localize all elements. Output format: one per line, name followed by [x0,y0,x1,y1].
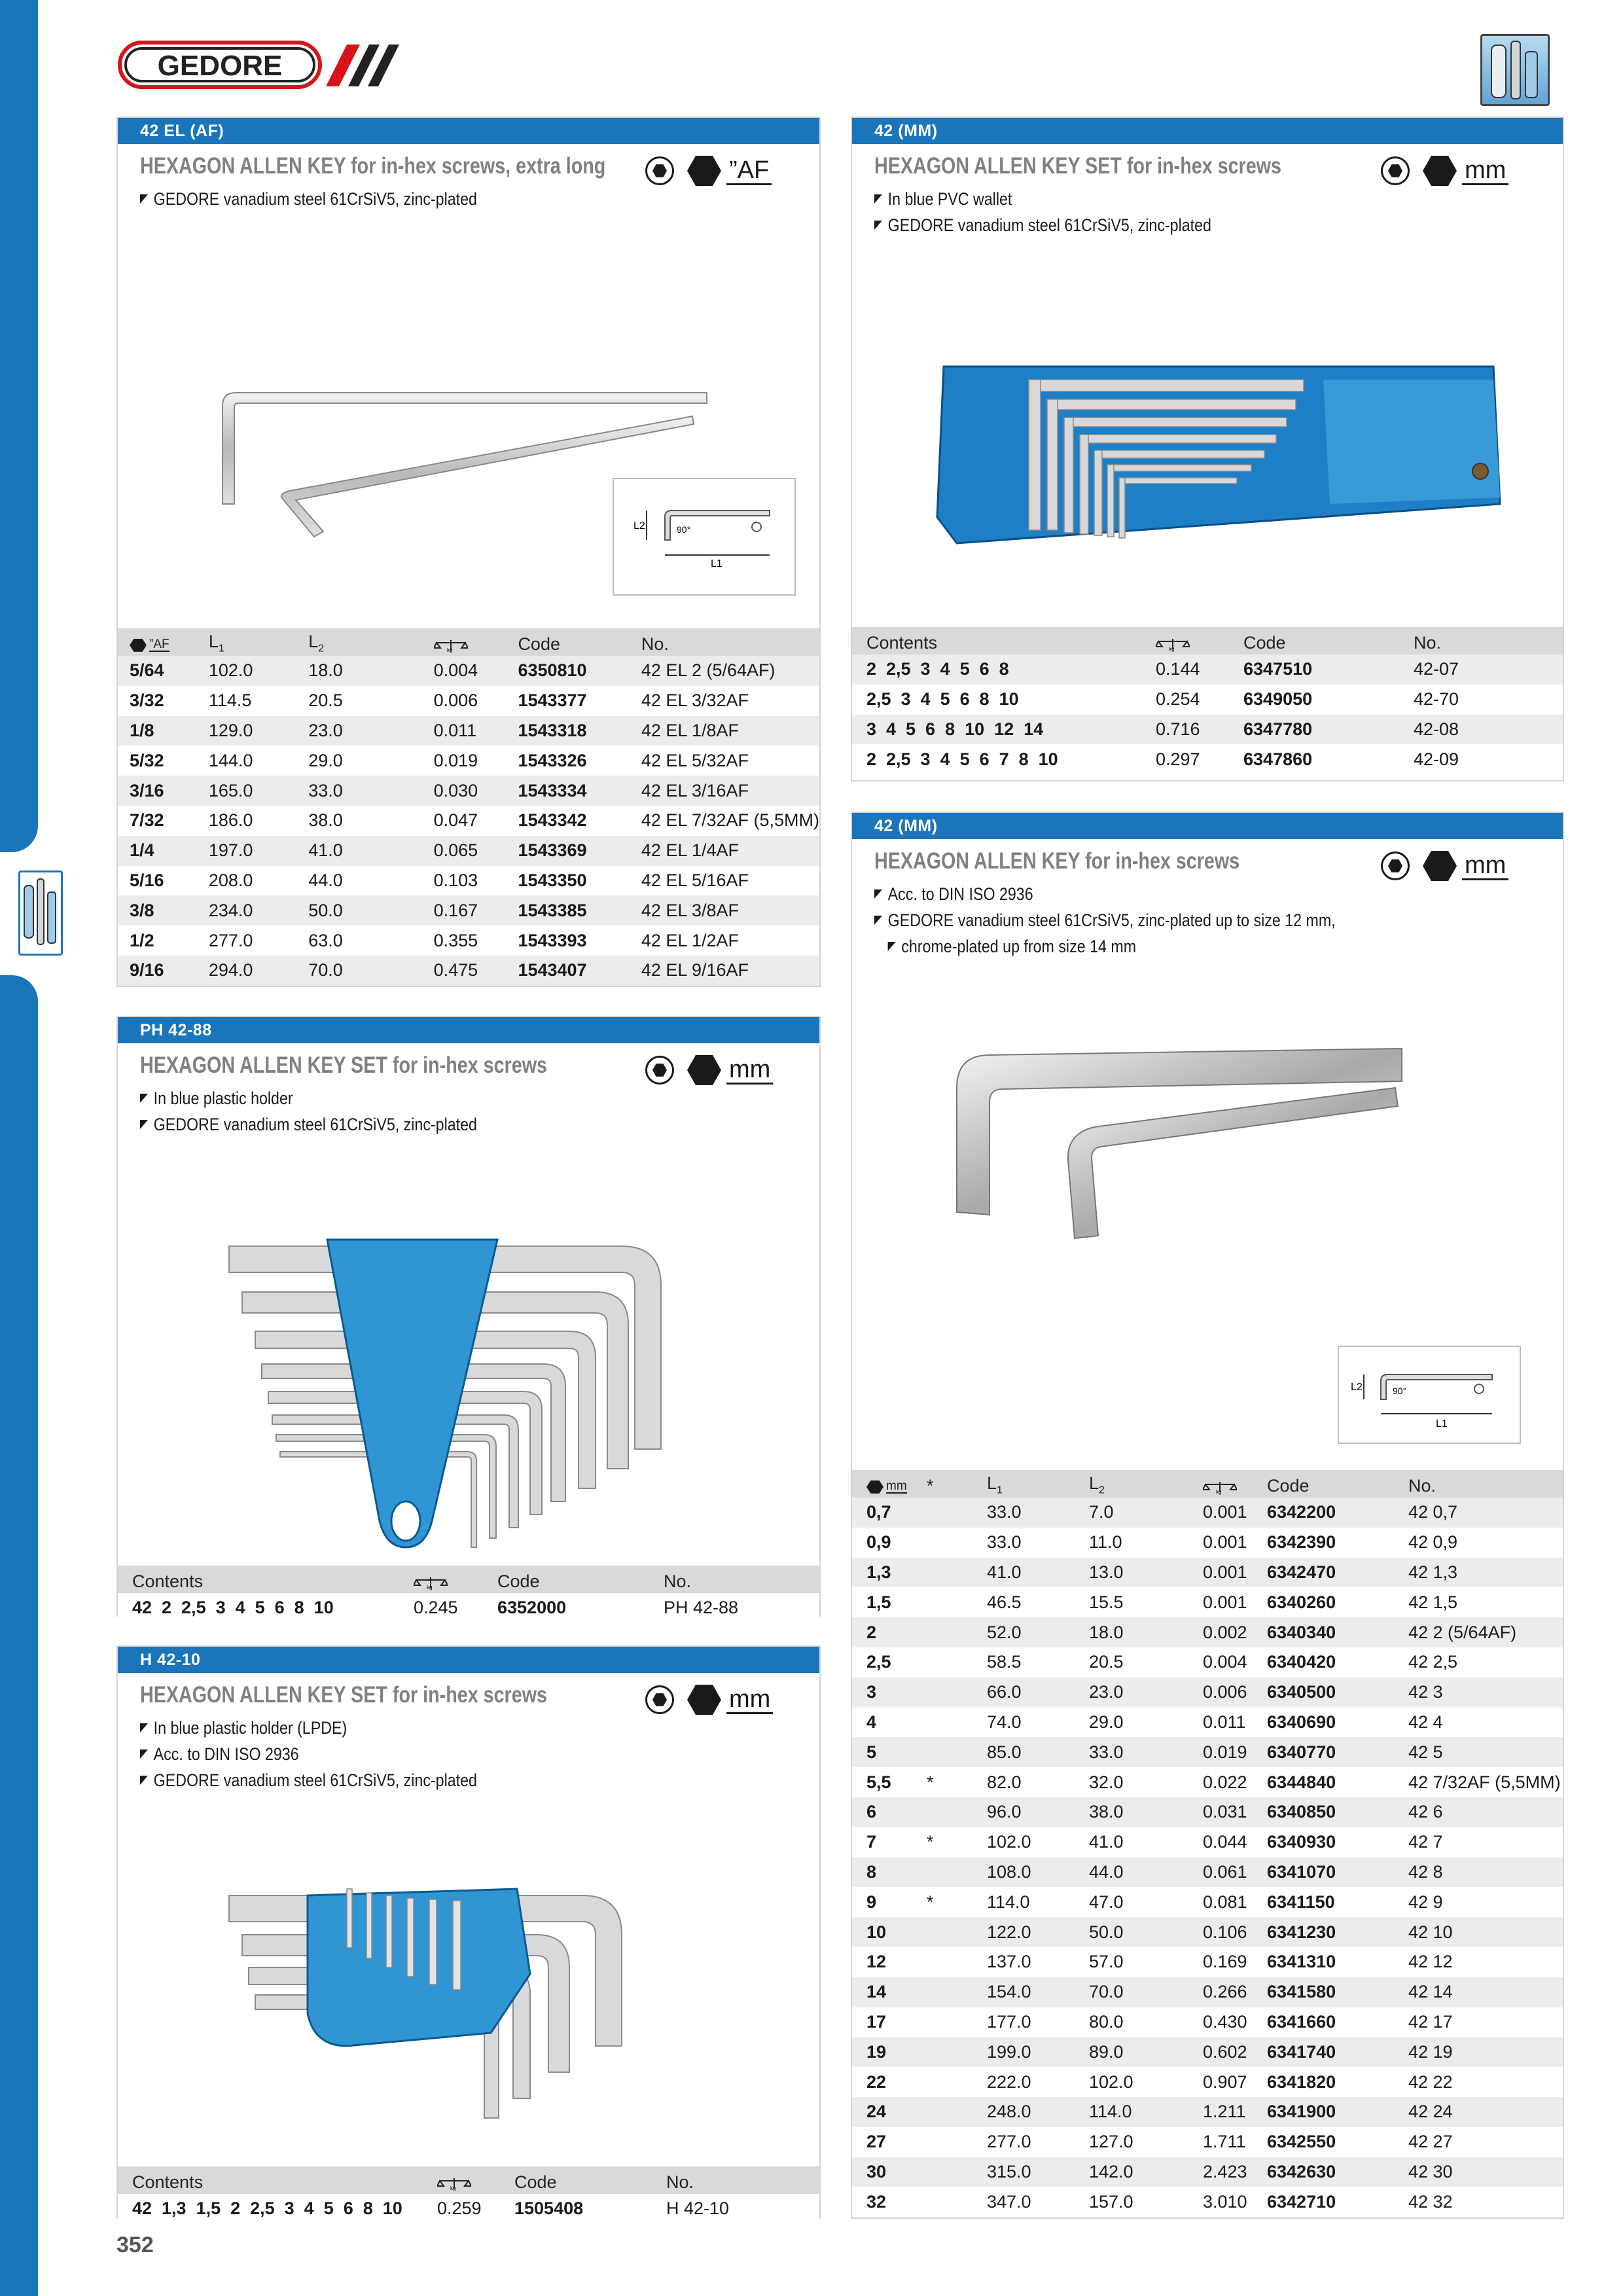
feature-item: In blue plastic holder (LPDE) [140,1715,477,1741]
tool-category-icon[interactable] [18,870,63,956]
unit-symbol: ”AF [687,156,772,186]
col-no: No. [641,628,819,656]
svg-text:kg: kg [1216,1488,1222,1495]
symbol-group [645,156,772,186]
symbol-group [645,1685,773,1715]
feature-item: GEDORE vanadium steel 61CrSiV5, zinc-plated up to size 12 mm, [874,907,1336,933]
table-row[interactable]: 3/32 114.5 20.5 0.006 1543377 42 EL 3/32AF [118,686,819,716]
table-header [118,2166,819,2194]
section-42-set [851,117,1564,781]
feature-list [874,881,1410,960]
feature-item: Acc. to DIN ISO 2936 [140,1741,477,1767]
hex-icon [687,156,721,186]
svg-text:kg: kg [450,2185,456,2191]
symbol-group [1381,851,1508,881]
section-tag: 42 (MM) [852,118,1563,144]
col-contents: Contents [118,2166,437,2194]
weight-scale-icon [414,1575,448,1590]
feature-list [874,186,1266,238]
table-row[interactable]: 9/16 294.0 70.0 0.475 1543407 42 EL 9/16AF [118,956,819,986]
hex-icon [1423,851,1457,881]
unit-symbol: mm [1423,851,1508,881]
section-42-mm [851,812,1564,2219]
table-row[interactable]: 5/64 102.0 18.0 0.004 6350810 42 EL 2 (5/64AF) [118,656,819,686]
svg-text:90°: 90° [677,524,691,535]
svg-text:kg: kg [446,647,453,653]
col-contents: Contents [852,627,1156,655]
section-tag: PH 42-88 [118,1017,819,1043]
table-row[interactable]: 2 52.0 18.0 0.002 6340340 42 2 (5/64AF) [852,1617,1563,1647]
hex-socket-icon [1381,852,1410,880]
table-header [852,1470,1563,1498]
hex-socket-icon [1381,156,1410,185]
col-weight [437,2166,514,2194]
unit-symbol: mm [1423,156,1508,186]
col-code: Code [1267,1470,1408,1498]
weight-scale-icon [1203,1479,1237,1495]
table-row[interactable]: 1,3 41.0 13.0 0.001 6342470 42 1,3 [852,1558,1563,1588]
col-code: Code [514,2166,666,2194]
table-row[interactable]: 1,5 46.5 15.5 0.001 6340260 42 1,5 [852,1587,1563,1617]
product-title: HEXAGON ALLEN KEY SET for in-hex screws [140,1052,547,1078]
feature-item: Acc. to DIN ISO 2936 [874,881,1336,907]
table-row[interactable]: 0,7 33.0 7.0 0.001 6342200 42 0,7 [852,1498,1563,1528]
table-row[interactable]: 42 1,3 1,5 2 2,5 3 4 5 6 8 10 0.259 1505408 H 42-10 [118,2194,819,2224]
table-header [118,628,819,656]
feature-item: GEDORE vanadium steel 61CrSiV5, zinc-plated [874,212,1211,238]
feature-list [140,1085,532,1138]
table-row[interactable]: 7 * 102.0 41.0 0.044 6340930 42 7 [852,1827,1563,1857]
col-weight [434,628,518,656]
table-row[interactable]: 24 248.0 114.0 1.211 6341900 42 24 [852,2097,1563,2127]
symbol-group [645,1055,773,1085]
col-weight [1203,1470,1267,1498]
feature-item: GEDORE vanadium steel 61CrSiV5, zinc-plated [140,186,477,212]
col-no: No. [664,1566,819,1593]
product-title: HEXAGON ALLEN KEY SET for in-hex screws [874,153,1281,179]
section-tag: H 42-10 [118,1647,819,1673]
svg-text:L1: L1 [711,558,722,569]
svg-text:L2: L2 [1351,1382,1363,1393]
product-table [118,2166,819,2224]
section-tag: 42 EL (AF) [118,118,819,144]
table-row[interactable]: 9 * 114.0 47.0 0.081 6341150 42 9 [852,1887,1563,1917]
table-row[interactable]: 1/4 197.0 41.0 0.065 1543369 42 EL 1/4AF [118,836,819,866]
col-size: ”AF [118,628,209,656]
svg-text:L2: L2 [633,520,645,531]
table-row[interactable]: 3 4 5 6 8 10 12 14 0.716 6347780 42-08 [852,715,1563,745]
feature-list [140,1715,532,1793]
col-weight [1156,627,1243,655]
side-tab-upper [0,0,38,852]
col-l1: $L_1$ [987,1470,1089,1498]
col-code: Code [518,628,641,656]
col-no: No. [1414,627,1563,655]
section-ph-42-88 [116,1016,821,1617]
col-size: mm [852,1470,927,1498]
col-code: Code [497,1566,664,1593]
table-row[interactable]: 7/32 186.0 38.0 0.047 1543342 42 EL 7/32AF (5,5MM) [118,806,819,836]
feature-item: In blue plastic holder [140,1085,477,1111]
svg-text:L1: L1 [1436,1418,1448,1429]
table-row[interactable]: 8 108.0 44.0 0.061 6341070 42 8 [852,1857,1563,1888]
table-row[interactable]: 30 315.0 142.0 2.423 6342630 42 30 [852,2157,1563,2187]
product-table [118,1566,819,1623]
col-star: * [927,1470,987,1498]
feature-item: In blue PVC wallet [874,186,1211,212]
col-no: No. [666,2166,819,2194]
table-row[interactable]: 5/32 144.0 29.0 0.019 1543326 42 EL 5/32AF [118,745,819,776]
table-row[interactable]: 5/16 208.0 44.0 0.103 1543350 42 EL 5/16AF [118,866,819,896]
unit-symbol: mm [687,1685,773,1715]
table-row[interactable]: 3 66.0 23.0 0.006 6340500 42 3 [852,1677,1563,1708]
product-table [852,1470,1563,2217]
hex-socket-icon [645,1056,674,1085]
section-42-el [116,117,821,987]
product-image-plastic-holder [216,1233,713,1577]
table-row[interactable]: 32 347.0 157.0 3.010 6342710 42 32 [852,2187,1563,2217]
hex-icon [1423,156,1457,186]
symbol-group [1381,156,1508,186]
feature-item: GEDORE vanadium steel 61CrSiV5, zinc-plated [140,1111,477,1138]
weight-scale-icon [434,637,468,653]
svg-text:GEDORE: GEDORE [157,50,283,82]
table-header [852,627,1563,655]
feature-list [140,186,532,212]
table-row[interactable]: 10 122.0 50.0 0.106 6341230 42 10 [852,1917,1563,1947]
table-row[interactable]: 5,5 * 82.0 32.0 0.022 6344840 42 7/32AF (5,5MM) [852,1767,1563,1797]
table-row[interactable]: 2 2,5 3 4 5 6 7 8 10 0.297 6347860 42-09 [852,744,1563,774]
product-title: HEXAGON ALLEN KEY for in-hex screws, extra long [140,153,606,179]
table-row[interactable]: 14 154.0 70.0 0.266 6341580 42 14 [852,1977,1563,2007]
svg-text:kg: kg [427,1584,433,1590]
table-row[interactable]: 12 137.0 57.0 0.169 6341310 42 12 [852,1947,1563,1977]
col-no: No. [1408,1470,1563,1498]
col-l2: $L_2$ [308,628,433,656]
tool-category-icon-top[interactable] [1480,34,1550,106]
feature-item-continued: chrome-plated up from size 14 mm [874,933,1336,960]
col-code: Code [1243,627,1414,655]
table-row[interactable]: 17 177.0 80.0 0.430 6341660 42 17 [852,2007,1563,2037]
weight-scale-icon [1156,636,1190,652]
dimension-diagram [613,478,796,599]
hex-socket-icon [645,156,674,185]
table-row[interactable]: 3/8 234.0 50.0 0.167 1543385 42 EL 3/8AF [118,895,819,925]
col-l2: $L_2$ [1089,1470,1203,1498]
feature-item: GEDORE vanadium steel 61CrSiV5, zinc-plated [140,1767,477,1793]
table-row[interactable]: 0,9 33.0 11.0 0.001 6342390 42 0,9 [852,1528,1563,1558]
table-row[interactable]: 4 74.0 29.0 0.011 6340690 42 4 [852,1708,1563,1738]
product-title: HEXAGON ALLEN KEY SET for in-hex screws [140,1682,547,1708]
table-row[interactable]: 2,5 58.5 20.5 0.004 6340420 42 2,5 [852,1647,1563,1677]
table-row[interactable]: 1/2 277.0 63.0 0.355 1543393 42 EL 1/2AF [118,925,819,956]
table-row[interactable]: 19 199.0 89.0 0.602 6341740 42 19 [852,2037,1563,2067]
product-image-allen-keys [944,1029,1467,1248]
table-row[interactable]: 2,5 3 4 5 6 8 10 0.254 6349050 42-70 [852,685,1563,715]
table-row[interactable]: 6 96.0 38.0 0.031 6340850 42 6 [852,1797,1563,1827]
section-tag: 42 (MM) [852,813,1563,839]
table-header [118,1566,819,1593]
product-title: HEXAGON ALLEN KEY for in-hex screws [874,848,1240,874]
svg-text:90°: 90° [1393,1386,1407,1396]
table-row[interactable]: 2 2,5 3 4 5 6 8 0.144 6347510 42-07 [852,655,1563,685]
col-weight [414,1566,497,1593]
page-number: 352 [116,2233,154,2257]
table-row[interactable]: 27 277.0 127.0 1.711 6342550 42 27 [852,2127,1563,2157]
col-contents: Contents [118,1566,414,1593]
weight-scale-icon [437,2176,471,2191]
hex-socket-icon [645,1685,674,1714]
side-tab-lower [0,975,38,2296]
table-row[interactable]: 1/8 129.0 23.0 0.011 1543318 42 EL 1/8AF [118,716,819,746]
product-table [118,628,819,986]
hex-icon [687,1685,721,1715]
svg-text:kg: kg [1169,645,1175,652]
hex-icon [687,1055,721,1085]
dimension-diagram [1338,1346,1521,1447]
table-row[interactable]: 3/16 165.0 33.0 0.030 1543334 42 EL 3/16AF [118,776,819,806]
col-l1: $L_1$ [209,628,308,656]
unit-symbol: mm [687,1055,773,1085]
table-row[interactable]: 22 222.0 102.0 0.907 6341820 42 22 [852,2067,1563,2097]
product-image-pvc-wallet [931,353,1507,553]
table-row[interactable]: 42 2 2,5 3 4 5 6 8 10 0.245 6352000 PH 42-88 [118,1593,819,1623]
section-h-42-10 [116,1645,821,2219]
product-table [852,627,1563,774]
product-image-lpde-holder [216,1882,687,2147]
gedore-logo [118,41,406,94]
table-row[interactable]: 5 85.0 33.0 0.019 6340770 42 5 [852,1737,1563,1767]
